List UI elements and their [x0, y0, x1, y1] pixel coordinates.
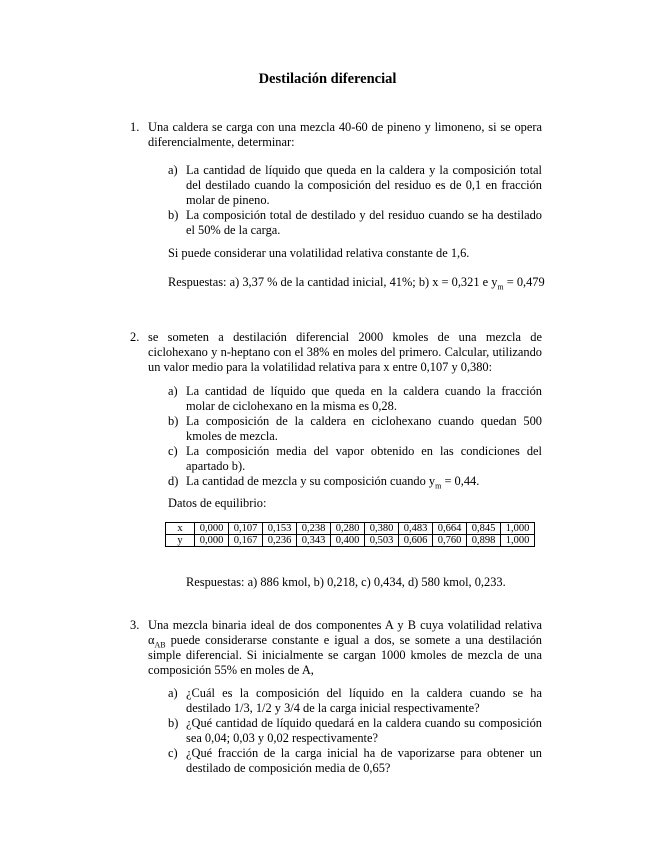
problem-1 [130, 120, 542, 150]
table-header-x: x [166, 523, 195, 535]
table-row-x [166, 523, 535, 535]
item-label: c) [168, 444, 178, 458]
answer-subscript: m [497, 282, 504, 292]
table-cell: 0,236 [263, 535, 297, 547]
problem-1-number: 1. [130, 120, 140, 134]
problem-1-item-b [168, 208, 542, 238]
problem-2-item-b [168, 414, 542, 444]
item-label: d) [168, 474, 179, 488]
problem-1-answer [168, 275, 548, 290]
problem-3-number: 3. [130, 618, 140, 632]
item-text-suffix: = 0,44. [441, 474, 480, 488]
problem-1-items [168, 163, 542, 238]
equilibrium-label: Datos de equilibrio: [168, 496, 267, 510]
table-cell: 0,280 [331, 523, 365, 535]
item-text: La composición total de destilado y del residuo cuando se ha destilado el 50% de la carga. [186, 208, 542, 237]
problem-2-item-d [168, 474, 542, 489]
item-label: b) [168, 208, 179, 222]
item-label: c) [168, 746, 178, 760]
table-cell: 0,664 [433, 523, 467, 535]
item-text: La composición de la caldera en ciclohexano cuando quedan 500 kmoles de mezcla. [186, 414, 542, 443]
table-cell: 0,167 [229, 535, 263, 547]
item-label: a) [168, 163, 178, 177]
table-cell: 0,153 [263, 523, 297, 535]
problem-1-item-a [168, 163, 542, 208]
table-cell: 0,107 [229, 523, 263, 535]
problem-3-items [168, 686, 542, 776]
problem-3 [130, 618, 542, 678]
table-cell: 0,483 [399, 523, 433, 535]
table-row-y [166, 535, 535, 547]
intro-part-2: puede considerarse constante e igual a dos, se somete a una destilación simple diferencial. Si inicialmente se cargan 1000 kmoles de mezcla de una composición 55% en moles de A, [148, 633, 542, 677]
item-text-subscript: m [435, 481, 442, 491]
table-cell: 0,845 [467, 523, 501, 535]
problem-2-intro: se someten a destilación diferencial 2000 kmoles de una mezcla de ciclohexano y n-heptano con el 38% en moles del primero. Calcular, utilizando un valor medio para la volatilidad relativa para x entre 0,107 y 0,380: [148, 330, 542, 374]
table-cell: 0,503 [365, 535, 399, 547]
table-cell: 0,238 [297, 523, 331, 535]
problem-2 [130, 330, 542, 375]
table-cell: 1,000 [501, 523, 535, 535]
document-title: Destilación diferencial [258, 71, 397, 87]
problem-2-item-c [168, 444, 542, 474]
item-text: La cantidad de líquido que queda en la caldera y la composición total del destilado cuando la composición del residuo es de 0,1 en fracción molar de pineno. [186, 163, 542, 207]
table-cell: 0,898 [467, 535, 501, 547]
table-header-y: y [166, 535, 195, 547]
item-label: a) [168, 686, 178, 700]
item-text: La composición media del vapor obtenido en las condiciones del apartado b). [186, 444, 542, 473]
item-text: ¿Qué cantidad de líquido quedará en la caldera cuando su composición sea 0,04; 0,03 y 0,02 respectivamente? [186, 716, 542, 745]
problem-3-item-a [168, 686, 542, 716]
problem-3-item-c [168, 746, 542, 776]
item-label: b) [168, 414, 179, 428]
table-cell: 0,343 [297, 535, 331, 547]
table-cell: 1,000 [501, 535, 535, 547]
answer-suffix: = 0,479 [503, 275, 545, 289]
item-label: b) [168, 716, 179, 730]
problem-2-answer: Respuestas: a) 886 kmol, b) 0,218, c) 0,434, d) 580 kmol, 0,233. [186, 575, 506, 589]
item-text: La cantidad de líquido que queda en la caldera cuando la fracción molar de ciclohexano en la misma es 0,28. [186, 384, 542, 413]
equilibrium-table [165, 522, 535, 547]
item-text: ¿Qué fracción de la carga inicial ha de vaporizarse para obtener un destilado de composición media de 0,65? [186, 746, 542, 775]
answer-prefix: Respuestas: a) 3,37 % de la cantidad inicial, 41%; b) x = 0,321 e y [168, 275, 498, 289]
table-cell: 0,380 [365, 523, 399, 535]
item-text-prefix: La cantidad de mezcla y su composición cuando y [186, 474, 436, 488]
problem-2-item-a [168, 384, 542, 414]
table-cell: 0,400 [331, 535, 365, 547]
alpha-symbol: α [148, 633, 155, 647]
problem-3-item-b [168, 716, 542, 746]
table-cell: 0,760 [433, 535, 467, 547]
item-text: ¿Cuál es la composición del líquido en la caldera cuando se ha destilado 1/3, 1/2 y 3/4 de la carga inicial respectivamente? [186, 686, 542, 715]
problem-2-items [168, 384, 542, 489]
table-cell: 0,606 [399, 535, 433, 547]
problem-3-intro [148, 618, 542, 678]
problem-1-note: Si puede considerar una volatilidad relativa constante de 1,6. [168, 246, 470, 260]
table-cell: 0,000 [195, 535, 229, 547]
problem-2-number: 2. [130, 330, 140, 344]
problem-1-intro: Una caldera se carga con una mezcla 40-60 de pineno y limoneno, si se opera diferencialmente, determinar: [148, 120, 542, 149]
item-label: a) [168, 384, 178, 398]
table-cell: 0,000 [195, 523, 229, 535]
intro-part-1: Una mezcla binaria ideal de dos componentes A y B cuya volatilidad relativa [148, 618, 542, 632]
alpha-subscript: AB [154, 640, 166, 650]
